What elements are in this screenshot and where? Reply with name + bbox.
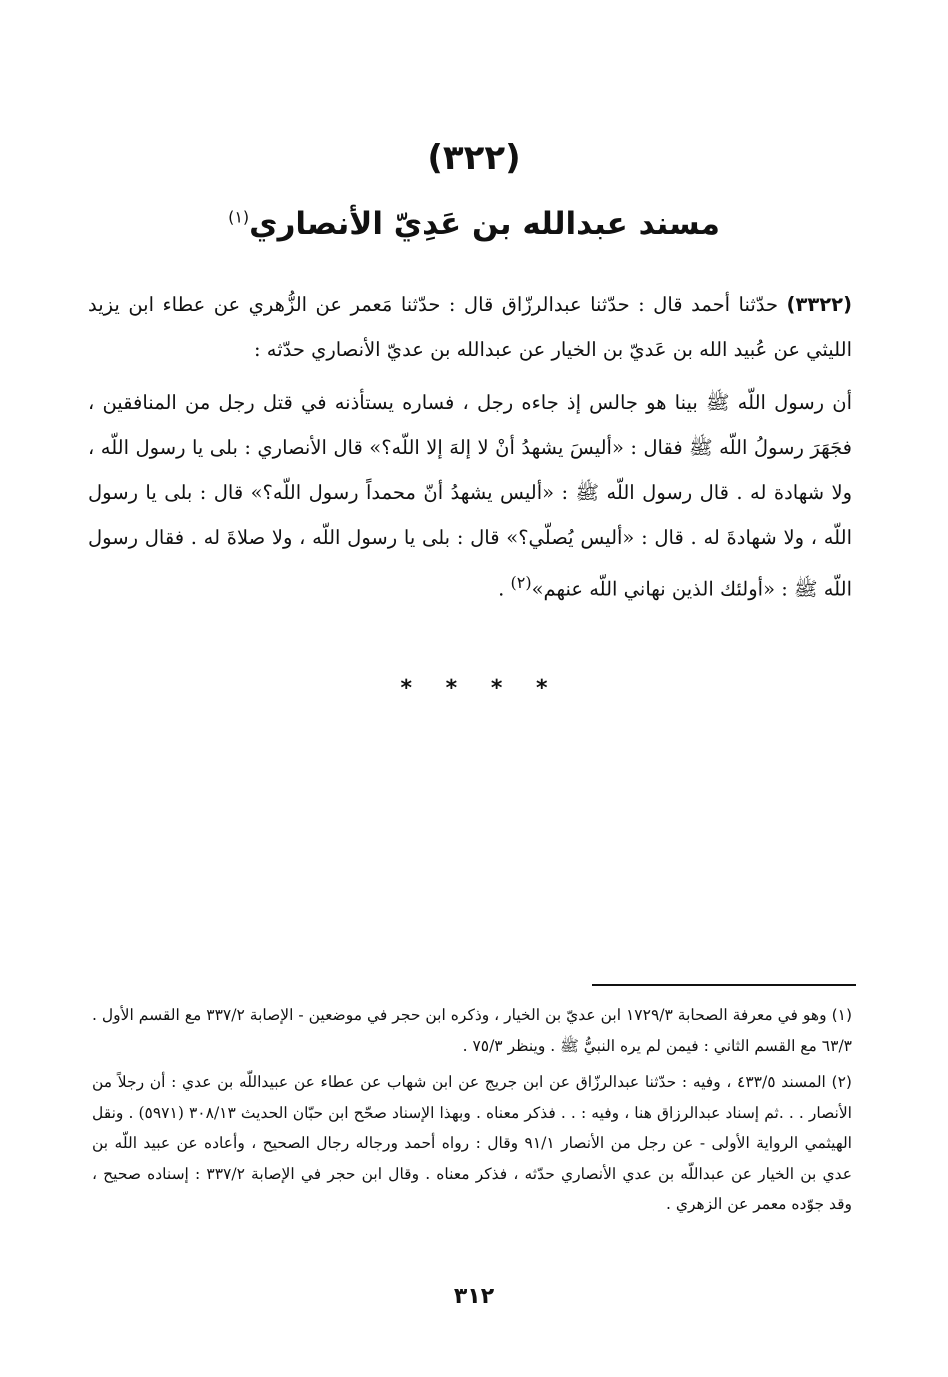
footnote-item — [92, 1000, 852, 1061]
footnote-number: (١) — [831, 1006, 853, 1024]
hadith-footnote-ref: (٢) — [510, 573, 532, 592]
footnote-text: المسند ٤٣٣/٥ ، وفيه : حدّثنا عبدالرزّاق عن ابن جريج عن ابن شهاب عن عطاء عن عبيداللّه بن عدي : أن رجلاً من الأنصار . . .ثم إسناد عبدالرزاق هنا ، وفيه : . . فذكر معناه . وبهذا الإسناد صحّح ابن حبّان الحديث ٣٠٨/١٣ (٥٩٧١) . ونقل الهيثمي الرواية الأولى - عن رجل من الأنصار ٩١/١ وقال : رواه أحمد ورجاله رجال الصحيح ، وأعاده عن عبيد اللّه بن عدي بن الخيار عن عبداللّه بن عدي الأنصاري حدّثه ، فذكر معناه . وقال ابن حجر في الإصابة ٣٣٧/٢ : إسناده صحيح ، وقد جوّده معمر عن الزهري . — [92, 1073, 852, 1213]
footnote-divider — [592, 984, 856, 986]
page-number: ٣١٢ — [453, 1284, 495, 1309]
footnote-item — [92, 1067, 852, 1220]
chapter-title — [0, 206, 948, 242]
hadith-matn-paragraph — [88, 380, 852, 612]
footnotes — [92, 1000, 852, 1226]
hadith-matn: أن رسول اللّه ﷺ بينا هو جالس إذ جاءه رجل ، فساره يستأذنه في قتل رجل من المنافقين ، فجَهَرَ رسولُ اللّه ﷺ فقال : «أليسَ يشهدُ أنْ لا إلهَ إلا اللّه؟» قال الأنصاري : بلى يا رسول اللّه ، ولا شهادة له . قال رسول اللّه ﷺ : «أليس يشهدُ أنّ محمداً رسول اللّه؟» قال : بلى يا رسول اللّه ، ولا شهادةَ له . قال : «أليس يُصلّي؟» قال : بلى يا رسول اللّه ، ولا صلاةَ له . فقال رسول اللّه ﷺ : «أولئك الذين نهاني اللّه عنهم» — [88, 391, 852, 601]
hadith-body — [88, 282, 852, 612]
hadith-number: (٣٣٢٢) — [786, 293, 852, 316]
chapter-title-footnote-ref: (١) — [228, 207, 250, 227]
hadith-matn-end: . — [498, 577, 511, 601]
hadith-isnad: حدّثنا أحمد قال : حدّثنا عبدالرزّاق قال : حدّثنا مَعمر عن الزُّهري عن عطاء ابن يزيد الليثي عن عُبيد الله بن عَديّ بن الخيار عن عبدالله بن عديّ الأنصاري حدّثه : — [88, 293, 852, 361]
footnote-number: (٢) — [831, 1073, 852, 1091]
chapter-title-text: مسند عبدالله بن عَدِيّ الأنصاري — [249, 206, 720, 242]
hadith-isnad-paragraph — [88, 282, 852, 372]
section-separator: * * * * — [400, 676, 548, 701]
chapter-number: (٣٢٢) — [427, 138, 521, 178]
footnote-text: وهو في معرفة الصحابة ١٧٢٩/٣ ابن عديّ بن الخيار ، وذكره ابن حجر في موضعين - الإصابة ٣٣٧/٢ مع القسم الأول . ٦٣/٣ مع القسم الثاني : فيمن لم يره النبيُّ ﷺ . وينظر ٧٥/٣ . — [92, 1006, 852, 1055]
